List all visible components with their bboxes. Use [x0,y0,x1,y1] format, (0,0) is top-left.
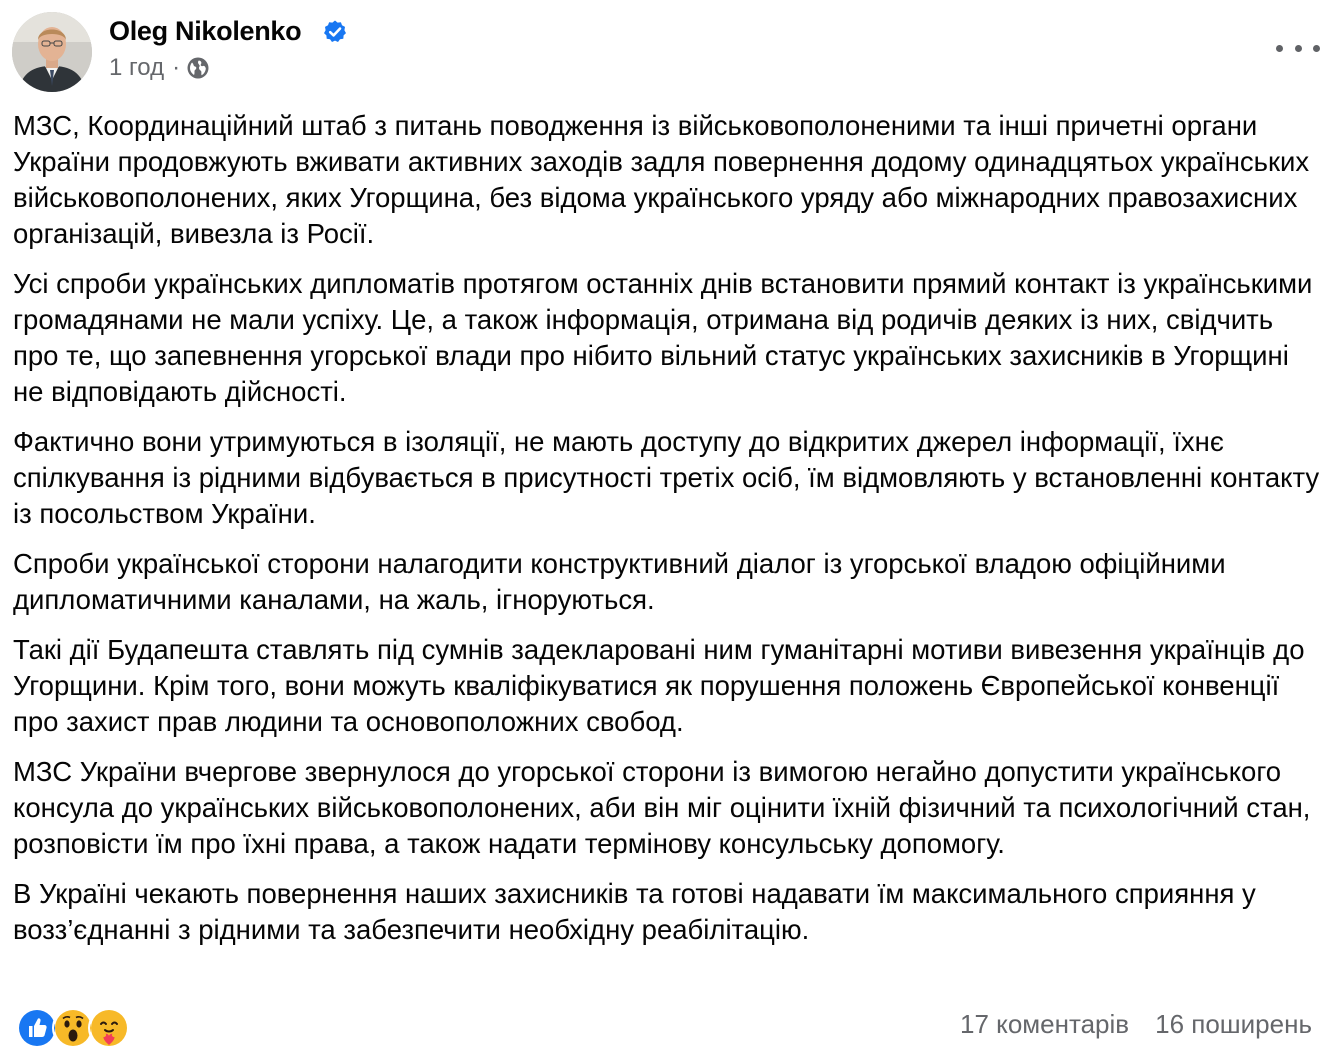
post-paragraph: Спроби української сторони налагодити конструктивний діалог із угорської владою офіційними дипломатичними каналами, на жаль, ігноруються. [13,548,1226,615]
post-paragraph: МЗС України вчергове звернулося до угорської сторони із вимогою негайно допустити українського консула до українських військовополонених, аби він міг оцінити їхній фізичний та психологічний стан, розповісти їм про їхні права, а також надати термінову консульську допомогу. [13,756,1311,859]
post-paragraph: В Україні чекають повернення наших захисників та готові надавати їм максимального сприяння у возз’єднанні з рідними та забезпечити необхідну реабілітацію. [13,878,1256,945]
post-paragraph: Такі дії Будапешта ставлять під сумнів задекларовані ним гуманітарні мотиви вивезення українців до Угорщини. Крім того, вони можуть кваліфікуватися як порушення положень Європейської конвенції про захист прав людини та основоположних свобод. [13,634,1305,737]
meta-separator: · [172,54,181,81]
post-timestamp[interactable]: 1 год [109,54,165,81]
post-body [13,108,1323,962]
comments-count[interactable]: 17 коментарів [960,1009,1130,1039]
author-name[interactable]: Oleg Nikolenko [109,16,302,46]
shares-count[interactable]: 16 поширень [1155,1009,1312,1039]
reaction-summary[interactable] [16,1007,124,1047]
verified-badge-icon [322,19,348,45]
more-options-icon[interactable] [1276,38,1320,58]
engagement-counts [960,1009,1312,1040]
author-photo [12,12,92,92]
more-dot [1276,45,1283,52]
more-dot [1295,45,1302,52]
post-paragraph: МЗС, Координаційний штаб з питань поводження із військовополоненими та інші причетні органи України продовжують вживати активних заходів задля повернення додому одинадцятьох українських військовополонених, яких Угорщина, без відома українського уряду або міжнародних правозахисних організацій, вивезла із Росії. [13,110,1310,249]
post-meta [109,54,210,82]
more-dot [1313,45,1320,52]
author-avatar[interactable] [12,12,92,92]
globe-icon[interactable] [186,56,210,80]
post-paragraph: Усі спроби українських дипломатів протягом останніх днів встановити прямий контакт із українськими громадянами не мали успіху. Це, а також інформація, отримана від родичів деяких із них, свідчить про те, що запевнення угорської влади про нібито вільний статус українських захисників в Угорщині не відповідають дійсності. [13,268,1313,407]
post-footer [16,1005,1312,1049]
post-header [12,12,1326,94]
care-icon [88,1007,130,1049]
post-paragraph: Фактично вони утримуються в ізоляції, не мають доступу до відкритих джерел інформації, їхнє спілкування із рідними відбувається в присутності третіх осіб, їм відмовляють у встановленні контакту із посольством України. [13,426,1320,529]
